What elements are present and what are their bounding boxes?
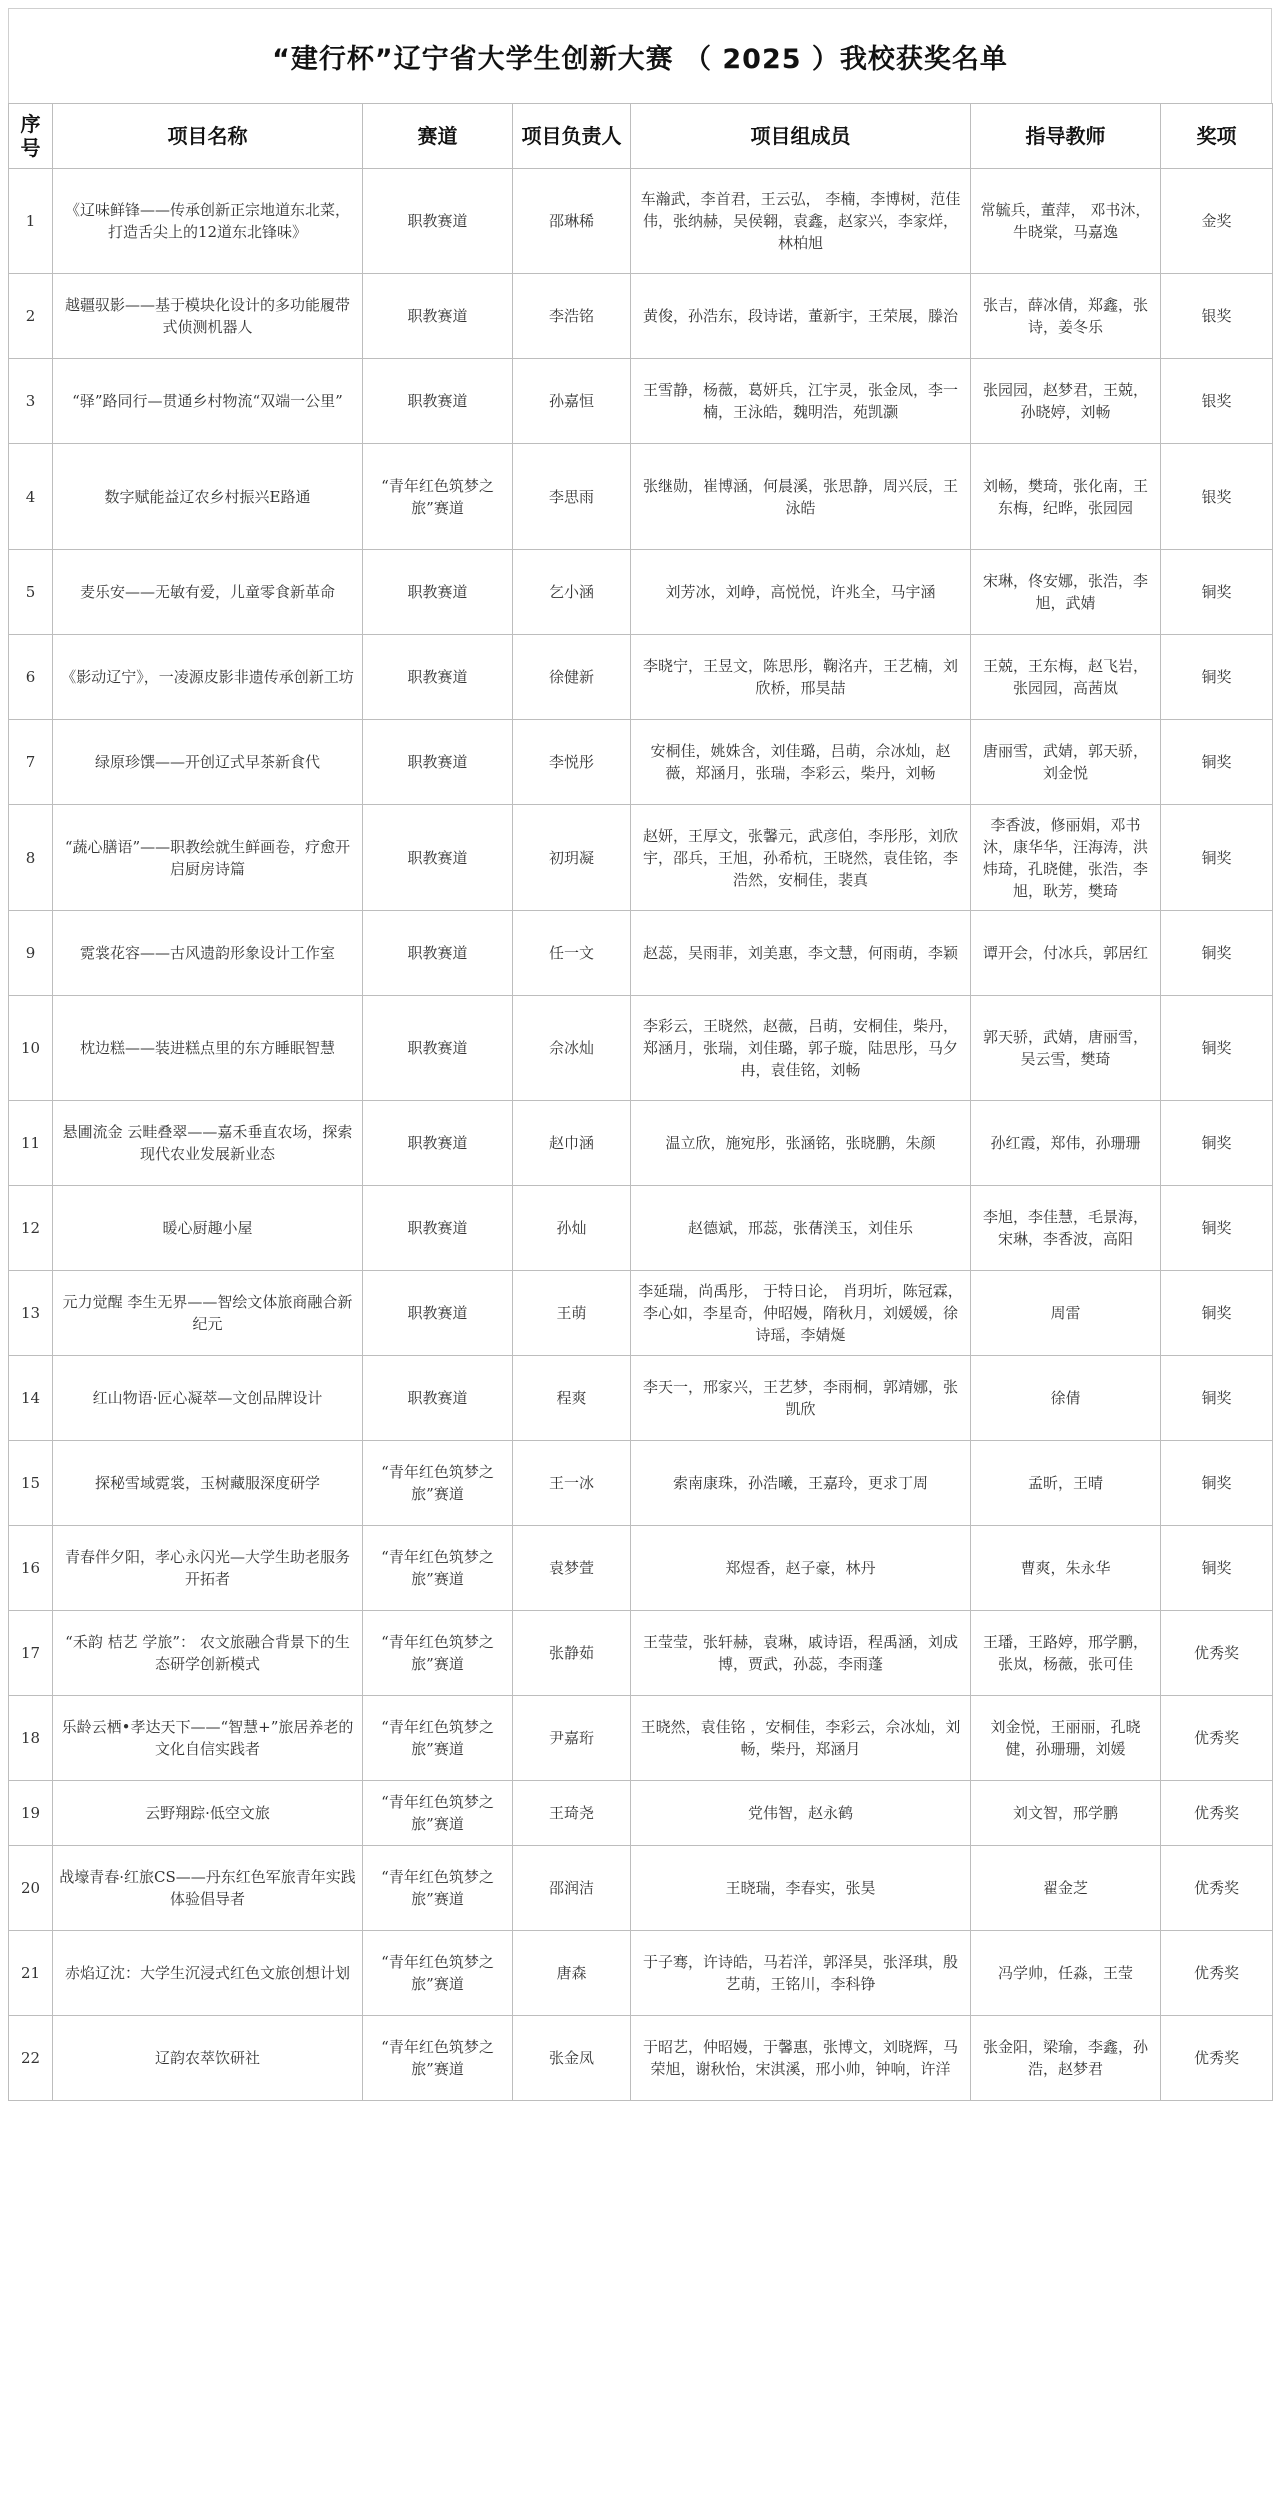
cell-no: 5 — [9, 550, 53, 635]
cell-leader: 李悦彤 — [513, 720, 631, 805]
cell-track: 职教赛道 — [363, 996, 513, 1101]
cell-advisors: 王璠，王路婷，邢学鹏，张岚，杨薇，张可佳 — [971, 1611, 1161, 1696]
cell-track: “青年红色筑梦之旅”赛道 — [363, 1441, 513, 1526]
cell-leader: 王琦尧 — [513, 1781, 631, 1846]
table-row — [9, 2016, 1273, 2101]
cell-no: 17 — [9, 1611, 53, 1696]
cell-project: “禾韵 桔艺 学旅”： 农文旅融合背景下的生态研学创新模式 — [53, 1611, 363, 1696]
cell-advisors: 郭天骄，武婧，唐丽雪，吴云雪，樊琦 — [971, 996, 1161, 1101]
cell-leader: 孙嘉恒 — [513, 359, 631, 444]
cell-leader: 张金凤 — [513, 2016, 631, 2101]
cell-project: “蔬心膳语”——职教绘就生鲜画卷，疗愈开启厨房诗篇 — [53, 805, 363, 911]
cell-award: 银奖 — [1161, 274, 1273, 359]
cell-leader: 佘冰灿 — [513, 996, 631, 1101]
cell-leader: 邵润洁 — [513, 1846, 631, 1931]
cell-award: 优秀奖 — [1161, 1696, 1273, 1781]
table-row — [9, 1781, 1273, 1846]
cell-track: 职教赛道 — [363, 359, 513, 444]
cell-advisors: 李旭，李佳慧，毛景海，宋琳，李香波，高阳 — [971, 1186, 1161, 1271]
cell-track: 职教赛道 — [363, 911, 513, 996]
cell-project: 赤焰辽沈：大学生沉浸式红色文旅创想计划 — [53, 1931, 363, 2016]
cell-members: 安桐佳，姚姝含，刘佳璐，吕萌，佘冰灿，赵薇，郑涵月，张瑞，李彩云，柴丹，刘畅 — [631, 720, 971, 805]
cell-no: 16 — [9, 1526, 53, 1611]
table-row — [9, 1356, 1273, 1441]
cell-no: 6 — [9, 635, 53, 720]
cell-leader: 赵巾涵 — [513, 1101, 631, 1186]
cell-leader: 张静茹 — [513, 1611, 631, 1696]
cell-members: 王莹莹，张轩赫，袁琳，戚诗语，程禹涵，刘成博，贾武，孙蕊，李雨蓬 — [631, 1611, 971, 1696]
cell-award: 铜奖 — [1161, 996, 1273, 1101]
header-row — [9, 104, 1273, 169]
cell-members: 王晓瑞，李春实，张昊 — [631, 1846, 971, 1931]
cell-members: 温立欣，施宛彤，张涵铭，张晓鹏，朱颜 — [631, 1101, 971, 1186]
header-leader: 项目负责人 — [513, 104, 631, 169]
cell-leader: 徐健新 — [513, 635, 631, 720]
header-award: 奖项 — [1161, 104, 1273, 169]
table-row — [9, 1271, 1273, 1356]
cell-project: 元力觉醒 李生无界——智绘文体旅商融合新纪元 — [53, 1271, 363, 1356]
cell-project: 《影动辽宁》，一凌源皮影非遗传承创新工坊 — [53, 635, 363, 720]
cell-award: 铜奖 — [1161, 1526, 1273, 1611]
cell-project: 霓裳花容——古风遗韵形象设计工作室 — [53, 911, 363, 996]
cell-advisors: 谭开会，付冰兵，郭居红 — [971, 911, 1161, 996]
cell-award: 银奖 — [1161, 359, 1273, 444]
cell-no: 18 — [9, 1696, 53, 1781]
cell-advisors: 王兢，王东梅，赵飞岩，张园园，高茜岚 — [971, 635, 1161, 720]
cell-project: 越疆驭影——基于模块化设计的多功能履带式侦测机器人 — [53, 274, 363, 359]
cell-award: 金奖 — [1161, 169, 1273, 274]
table-row — [9, 1441, 1273, 1526]
cell-award: 铜奖 — [1161, 1441, 1273, 1526]
cell-members: 李天一，邢家兴，王艺梦，李雨桐，郭靖娜，张凯欣 — [631, 1356, 971, 1441]
cell-project: 青春伴夕阳，孝心永闪光—大学生助老服务开拓者 — [53, 1526, 363, 1611]
cell-no: 1 — [9, 169, 53, 274]
cell-leader: 程爽 — [513, 1356, 631, 1441]
cell-members: 李彩云，王晓然，赵薇，吕萌，安桐佳，柴丹，郑涵月，张瑞，刘佳璐，郭子璇，陆思彤，马夕冉，袁佳铭，刘畅 — [631, 996, 971, 1101]
cell-advisors: 刘畅，樊琦，张化南，王东梅，纪晔，张园园 — [971, 444, 1161, 550]
cell-no: 20 — [9, 1846, 53, 1931]
table-row — [9, 274, 1273, 359]
table-row — [9, 359, 1273, 444]
cell-track: 职教赛道 — [363, 169, 513, 274]
cell-leader: 李思雨 — [513, 444, 631, 550]
cell-no: 11 — [9, 1101, 53, 1186]
table-body — [9, 169, 1273, 2101]
cell-award: 优秀奖 — [1161, 1611, 1273, 1696]
cell-leader: 任一文 — [513, 911, 631, 996]
table-row — [9, 1101, 1273, 1186]
cell-leader: 王萌 — [513, 1271, 631, 1356]
cell-project: 战壕青春·红旅CS——丹东红色军旅青年实践体验倡导者 — [53, 1846, 363, 1931]
cell-advisors: 冯学帅，任淼，王莹 — [971, 1931, 1161, 2016]
cell-leader: 唐森 — [513, 1931, 631, 2016]
table-row — [9, 996, 1273, 1101]
cell-no: 21 — [9, 1931, 53, 2016]
cell-members: 于昭艺，仲昭嫚，于馨惠，张博文，刘晓辉，马荣旭，谢秋怡，宋淇溪，邢小帅，钟响，许洋 — [631, 2016, 971, 2101]
cell-advisors: 周雷 — [971, 1271, 1161, 1356]
cell-advisors: 李香波，修丽娟，邓书沐，康华华，汪海涛，洪炜琦，孔晓健，张浩，李旭，耿芳，樊琦 — [971, 805, 1161, 911]
cell-award: 优秀奖 — [1161, 1846, 1273, 1931]
cell-advisors: 孟昕，王晴 — [971, 1441, 1161, 1526]
cell-advisors: 刘文智，邢学鹏 — [971, 1781, 1161, 1846]
table-row — [9, 1846, 1273, 1931]
cell-track: 职教赛道 — [363, 805, 513, 911]
cell-members: 王雪静，杨薇，葛妍兵，江宇灵，张金凤，李一楠，王泳皓，魏明浩，苑凯灏 — [631, 359, 971, 444]
cell-leader: 孙灿 — [513, 1186, 631, 1271]
cell-track: 职教赛道 — [363, 1101, 513, 1186]
title-bar — [8, 8, 1272, 103]
table-row — [9, 1186, 1273, 1271]
cell-members: 王晓然，袁佳铭 ，安桐佳，李彩云，佘冰灿，刘畅，柴丹，郑涵月 — [631, 1696, 971, 1781]
cell-award: 铜奖 — [1161, 1101, 1273, 1186]
header-track: 赛道 — [363, 104, 513, 169]
header-advisors: 指导教师 — [971, 104, 1161, 169]
cell-award: 铜奖 — [1161, 805, 1273, 911]
cell-members: 刘芳冰，刘峥，高悦悦，许兆全，马宇涵 — [631, 550, 971, 635]
cell-leader: 尹嘉珩 — [513, 1696, 631, 1781]
cell-project: 麦乐安——无敏有爱，儿童零食新革命 — [53, 550, 363, 635]
cell-no: 19 — [9, 1781, 53, 1846]
cell-no: 15 — [9, 1441, 53, 1526]
cell-project: 绿原珍馔——开创辽式早茶新食代 — [53, 720, 363, 805]
cell-track: 职教赛道 — [363, 550, 513, 635]
cell-advisors: 常毓兵，董萍， 邓书沐，牛晓棠，马嘉逸 — [971, 169, 1161, 274]
cell-members: 郑煜香，赵子豪，林丹 — [631, 1526, 971, 1611]
cell-members: 索南康珠，孙浩曦，王嘉玲，更求丁周 — [631, 1441, 971, 1526]
cell-award: 铜奖 — [1161, 1186, 1273, 1271]
cell-advisors: 张园园，赵梦君，王兢，孙晓婷，刘畅 — [971, 359, 1161, 444]
cell-advisors: 刘金悦，王丽丽，孔晓健，孙珊珊，刘媛 — [971, 1696, 1161, 1781]
table-row — [9, 911, 1273, 996]
cell-no: 3 — [9, 359, 53, 444]
cell-track: 职教赛道 — [363, 1356, 513, 1441]
cell-no: 14 — [9, 1356, 53, 1441]
table-row — [9, 1696, 1273, 1781]
cell-project: 数字赋能益辽农乡村振兴E路通 — [53, 444, 363, 550]
cell-award: 铜奖 — [1161, 720, 1273, 805]
cell-project: 探秘雪域霓裳，玉树藏服深度研学 — [53, 1441, 363, 1526]
cell-members: 赵蕊，吴雨菲，刘美惠，李文慧，何雨萌，李颖 — [631, 911, 971, 996]
cell-members: 黄俊，孙浩东，段诗诺，董新宇，王荣展，滕治 — [631, 274, 971, 359]
cell-no: 4 — [9, 444, 53, 550]
cell-advisors: 徐倩 — [971, 1356, 1161, 1441]
cell-members: 于子骞，许诗皓，马若洋，郭泽昊，张泽琪，殷艺萌，王铭川，李科铮 — [631, 1931, 971, 2016]
table-row — [9, 444, 1273, 550]
cell-track: “青年红色筑梦之旅”赛道 — [363, 1846, 513, 1931]
cell-track: 职教赛道 — [363, 635, 513, 720]
cell-track: “青年红色筑梦之旅”赛道 — [363, 1781, 513, 1846]
table-header — [9, 104, 1273, 169]
cell-no: 13 — [9, 1271, 53, 1356]
cell-project: “驿”路同行—贯通乡村物流“双端一公里” — [53, 359, 363, 444]
cell-project: 辽韵农萃饮研社 — [53, 2016, 363, 2101]
cell-award: 优秀奖 — [1161, 1781, 1273, 1846]
cell-members: 张继勋，崔博涵，何晨溪，张思静，周兴辰，王泳皓 — [631, 444, 971, 550]
cell-no: 8 — [9, 805, 53, 911]
cell-award: 优秀奖 — [1161, 2016, 1273, 2101]
cell-advisors: 曹爽，朱永华 — [971, 1526, 1161, 1611]
cell-advisors: 宋琳，佟安娜，张浩，李旭，武婧 — [971, 550, 1161, 635]
cell-leader: 邵琳稀 — [513, 169, 631, 274]
cell-advisors: 唐丽雪，武婧，郭天骄，刘金悦 — [971, 720, 1161, 805]
header-project: 项目名称 — [53, 104, 363, 169]
cell-advisors: 孙红霞，郑伟，孙珊珊 — [971, 1101, 1161, 1186]
cell-project: 悬圃流金 云畦叠翠——嘉禾垂直农场，探索现代农业发展新业态 — [53, 1101, 363, 1186]
table-row — [9, 635, 1273, 720]
page-title: “建行杯”辽宁省大学生创新大赛 （ 2025 ）我校获奖名单 — [272, 43, 1008, 75]
cell-advisors: 张金阳，梁瑜，李鑫，孙浩，赵梦君 — [971, 2016, 1161, 2101]
table-row — [9, 720, 1273, 805]
cell-project: 云野翔踪·低空文旅 — [53, 1781, 363, 1846]
cell-award: 铜奖 — [1161, 1271, 1273, 1356]
cell-track: “青年红色筑梦之旅”赛道 — [363, 1526, 513, 1611]
cell-members: 李延瑞，尚禹彤， 于特日论， 肖玥圻，陈冠霖，李心如，李星奇，仲昭嫚，隋秋月，刘媛媛，徐诗瑶，李婧烻 — [631, 1271, 971, 1356]
cell-track: 职教赛道 — [363, 274, 513, 359]
cell-members: 车瀚武，李首君，王云弘， 李楠，李博树，范佳伟，张纳赫，吴侯翱，袁鑫，赵家兴，李家烊，林柏旭 — [631, 169, 971, 274]
cell-leader: 袁梦萱 — [513, 1526, 631, 1611]
cell-members: 党伟智，赵永鹤 — [631, 1781, 971, 1846]
table-row — [9, 169, 1273, 274]
cell-track: “青年红色筑梦之旅”赛道 — [363, 1931, 513, 2016]
cell-award: 铜奖 — [1161, 1356, 1273, 1441]
cell-award: 优秀奖 — [1161, 1931, 1273, 2016]
header-members: 项目组成员 — [631, 104, 971, 169]
cell-project: 乐龄云栖•孝达天下——“智慧+”旅居养老的文化自信实践者 — [53, 1696, 363, 1781]
cell-advisors: 张吉，薛冰倩，郑鑫，张诗，姜冬乐 — [971, 274, 1161, 359]
cell-no: 10 — [9, 996, 53, 1101]
cell-track: “青年红色筑梦之旅”赛道 — [363, 444, 513, 550]
table-row — [9, 805, 1273, 911]
cell-award: 银奖 — [1161, 444, 1273, 550]
cell-track: 职教赛道 — [363, 720, 513, 805]
cell-no: 12 — [9, 1186, 53, 1271]
cell-no: 9 — [9, 911, 53, 996]
cell-track: “青年红色筑梦之旅”赛道 — [363, 1611, 513, 1696]
cell-project: 《辽味鲜锋——传承创新正宗地道东北菜，打造舌尖上的12道东北锋味》 — [53, 169, 363, 274]
cell-project: 暖心厨趣小屋 — [53, 1186, 363, 1271]
table-row — [9, 1526, 1273, 1611]
cell-advisors: 翟金芝 — [971, 1846, 1161, 1931]
awards-table — [8, 103, 1273, 2101]
cell-no: 7 — [9, 720, 53, 805]
table-row — [9, 1931, 1273, 2016]
cell-leader: 王一冰 — [513, 1441, 631, 1526]
cell-no: 22 — [9, 2016, 53, 2101]
cell-project: 红山物语·匠心凝萃—文创品牌设计 — [53, 1356, 363, 1441]
cell-track: “青年红色筑梦之旅”赛道 — [363, 2016, 513, 2101]
cell-leader: 李浩铭 — [513, 274, 631, 359]
cell-leader: 乞小涵 — [513, 550, 631, 635]
cell-award: 铜奖 — [1161, 911, 1273, 996]
header-no: 序号 — [9, 104, 53, 169]
cell-members: 赵德斌，邢蕊，张蒨渼玉，刘佳乐 — [631, 1186, 971, 1271]
cell-no: 2 — [9, 274, 53, 359]
cell-track: “青年红色筑梦之旅”赛道 — [363, 1696, 513, 1781]
cell-members: 李晓宁，王昱文，陈思彤，鞠洺卉，王艺楠，刘欣桥，邢昊喆 — [631, 635, 971, 720]
table-row — [9, 1611, 1273, 1696]
cell-leader: 初玥凝 — [513, 805, 631, 911]
cell-award: 铜奖 — [1161, 550, 1273, 635]
cell-members: 赵妍，王厚文，张馨元，武彦伯，李彤彤，刘欣宇，邵兵，王旭，孙希杭，王晓然，袁佳铭，李浩然，安桐佳，裴真 — [631, 805, 971, 911]
cell-award: 铜奖 — [1161, 635, 1273, 720]
cell-track: 职教赛道 — [363, 1271, 513, 1356]
cell-project: 枕边糕——装进糕点里的东方睡眠智慧 — [53, 996, 363, 1101]
cell-track: 职教赛道 — [363, 1186, 513, 1271]
table-row — [9, 550, 1273, 635]
